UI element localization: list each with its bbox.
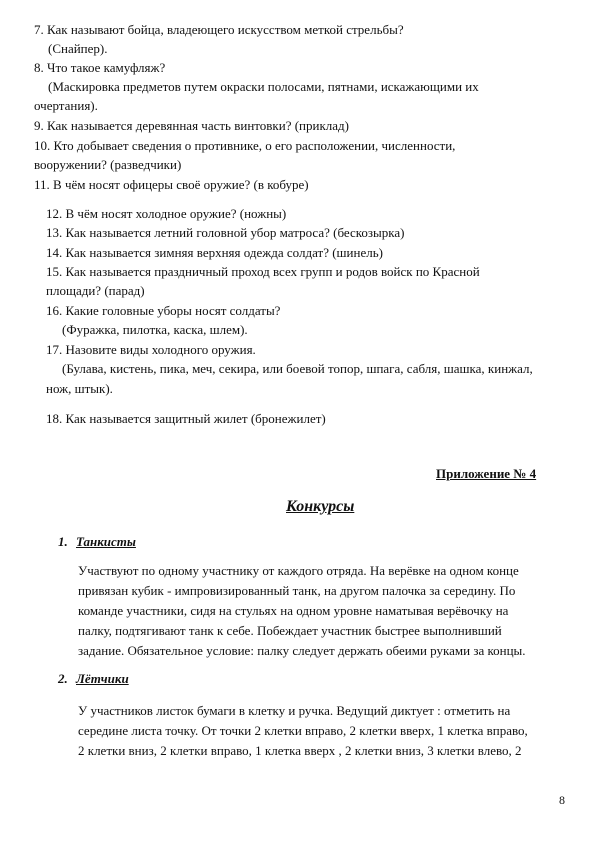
answer-8-line-2: очертания).: [34, 98, 98, 113]
contest-1-text-line-3: команде участники, сидя на стульях на одном уровне наматывая верёвочку на: [78, 603, 509, 618]
question-14: 14. Как называется зимняя верхняя одежда солдат? (шинель): [46, 245, 383, 260]
question-15-line-2: площади? (парад): [46, 283, 145, 298]
appendix-label: Приложение № 4: [436, 466, 537, 481]
question-10-line-2: вооружении? (разведчики): [34, 157, 182, 172]
contest-2-text-line-3: 2 клетки вниз, 2 клетки вправо, 1 клетка вверх , 2 клетки вниз, 3 клетки влево, 2: [78, 743, 522, 758]
contest-2-text-line-2: середине листа точку. От точки 2 клетки вправо, 2 клетки вверх, 1 клетка вправо,: [78, 723, 528, 738]
contest-1-name: Танкисты: [76, 534, 136, 549]
question-17: 17. Назовите виды холодного оружия.: [46, 342, 256, 357]
answer-8-line-1: (Маскировка предметов путем окраски полосами, пятнами, искажающими их: [48, 79, 479, 94]
question-10-line-1: 10. Кто добывает сведения о противнике, о его расположении, численности,: [34, 138, 456, 153]
question-9: 9. Как называется деревянная часть винтовки? (приклад): [34, 118, 349, 133]
contest-1-number: 1.: [58, 534, 68, 549]
contest-1-text-line-4: палку, подтягивают танк к себе. Побеждает участник быстрее выполнивший: [78, 623, 502, 638]
question-15-line-1: 15. Как называется праздничный проход всех групп и родов войск по Красной: [46, 264, 480, 279]
section-title: Конкурсы: [286, 498, 355, 515]
question-18: 18. Как называется защитный жилет (бронежилет): [46, 411, 326, 426]
question-11: 11. В чём носят офицеры своё оружие? (в кобуре): [34, 177, 309, 192]
question-16: 16. Какие головные уборы носят солдаты?: [46, 303, 281, 318]
question-12: 12. В чём носят холодное оружие? (ножны): [46, 206, 287, 221]
answer-17-line-1: (Булава, кистень, пика, меч, секира, или боевой топор, шпага, сабля, шашка, кинжал,: [62, 361, 533, 376]
contest-1-text-line-1: Участвуют по одному участнику от каждого отряда. На верёвке на одном конце: [78, 563, 519, 578]
page-number: 8: [559, 793, 565, 807]
contest-1-heading: [58, 534, 136, 550]
contest-2-text-line-1: У участников листок бумаги в клетку и ручка. Ведущий диктует : отметить на: [78, 703, 511, 718]
question-8: 8. Что такое камуфляж?: [34, 60, 166, 75]
answer-7: (Снайпер).: [48, 41, 108, 56]
contest-2-heading: [58, 671, 129, 687]
question-13: 13. Как называется летний головной убор матроса? (бескозырка): [46, 225, 405, 240]
contest-2-name: Лётчики: [76, 671, 129, 686]
contest-2-number: 2.: [58, 671, 68, 686]
answer-16: (Фуражка, пилотка, каска, шлем).: [62, 322, 248, 337]
answer-17-line-2: нож, штык).: [46, 381, 113, 396]
question-7: 7. Как называют бойца, владеющего искусством меткой стрельбы?: [34, 22, 404, 37]
contest-1-text-line-5: задание. Обязательное условие: палку следует держать обеими руками за концы.: [78, 643, 526, 658]
contest-1-text-line-2: привязан кубик - импровизированный танк, на другом палочка за середину. По: [78, 583, 516, 598]
